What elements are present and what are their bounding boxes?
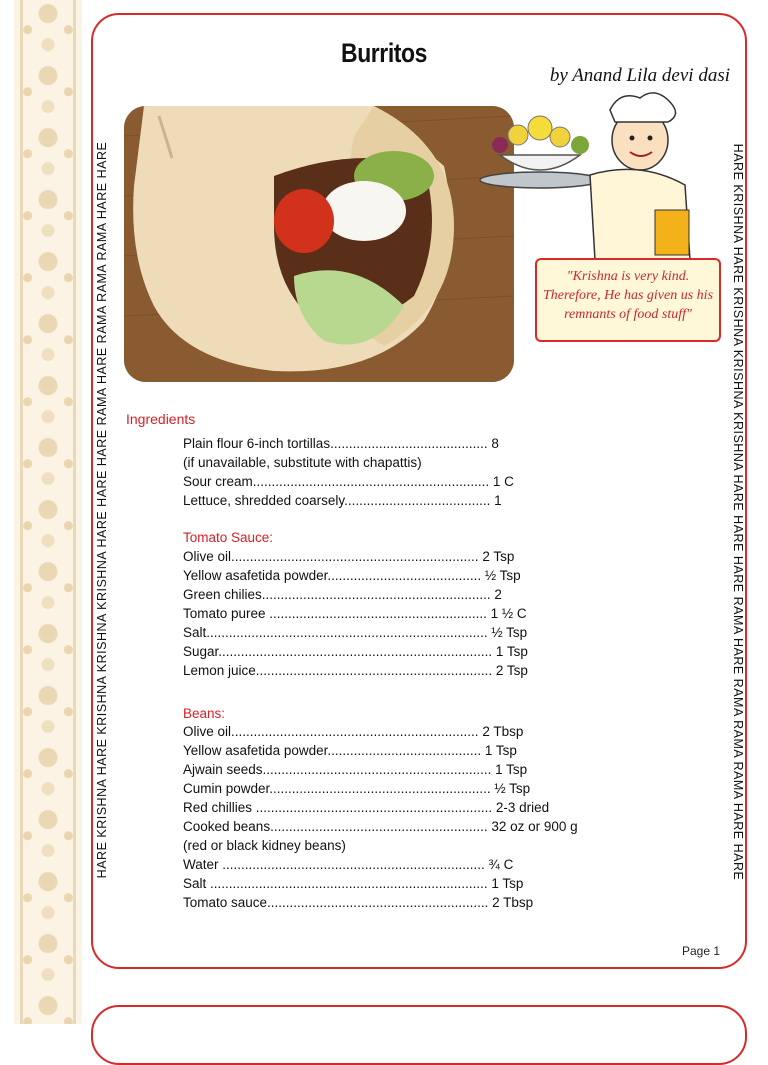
ingredient-line: Green chilies............................................................. 2 — [183, 587, 502, 602]
ingredient-line: Tomato sauce........................................................... 2 Tbsp — [183, 895, 534, 910]
ingredient-line: Olive oil.................................................................. 2 Tbsp — [183, 724, 524, 739]
burrito-photo — [124, 106, 514, 382]
ingredient-line: Sour cream............................................................... 1 C — [183, 474, 514, 489]
page-number: Page 1 — [682, 944, 721, 958]
ingredient-line: Cumin powder........................................................... ½ Tsp — [183, 781, 531, 796]
ingredient-line: Tomato puree .......................................................... 1 ½ C — [183, 606, 527, 621]
ingredient-line: (red or black kidney beans) — [183, 838, 346, 853]
decorative-floral-border — [14, 0, 82, 1024]
recipe-title: Burritos — [341, 38, 427, 68]
ingredient-line: Lettuce, shredded coarsely....................................... 1 — [183, 493, 502, 508]
right-mantra-text: HARE KRISHNA HARE KRISHNA KRISHNA KRISHNA HARE HARE HARE RAMA HARE RAMA RAMA RAMA HARE HARE — [731, 143, 745, 881]
author-line: by Anand Lila devi dasi — [549, 65, 730, 86]
ingredient-line: Plain flour 6-inch tortillas.......................................... 8 — [183, 436, 499, 451]
ingredient-line: (if unavailable, substitute with chapattis) — [183, 455, 422, 470]
ingredient-line: Yellow asafetida powder......................................... ½ Tsp — [183, 568, 521, 583]
chef-illustration — [470, 90, 710, 260]
left-mantra-text: HARE KRISHNA HARE KRISHNA KRISHNA KRISHNA HARE HARE HARE RAMA HARE RAMA RAMA RAMA HARE HARE — [95, 141, 109, 879]
ingredient-line: Sugar......................................................................... 1 Tsp — [183, 644, 528, 659]
ingredient-line: Yellow asafetida powder......................................... 1 Tsp — [183, 743, 517, 758]
quote-box: "Krishna is very kind. Therefore, He has given us his remnants of food stuff" — [535, 258, 721, 342]
ingredient-line: Salt .......................................................................... 1 Tsp — [183, 876, 524, 891]
ingredients-heading: Ingredients — [126, 411, 196, 427]
tomato-sauce-heading: Tomato Sauce: — [183, 530, 274, 545]
ingredient-line: Ajwain seeds............................................................. 1 Tsp — [183, 762, 528, 777]
ingredient-line: Olive oil.................................................................. 2 Tsp — [183, 549, 515, 564]
ingredient-line: Salt........................................................................... ½ Tsp — [183, 625, 528, 640]
ingredient-line: Cooked beans.......................................................... 32 oz or 900 g — [183, 819, 578, 834]
ingredient-line: Red chillies ............................................................... 2-3 dried — [183, 800, 550, 815]
beans-heading: Beans: — [183, 706, 226, 721]
next-page-frame — [91, 1005, 747, 1065]
ingredient-line: Water ...................................................................... ¾ C — [183, 857, 514, 872]
ingredient-line: Lemon juice............................................................... 2 Tsp — [183, 663, 528, 678]
